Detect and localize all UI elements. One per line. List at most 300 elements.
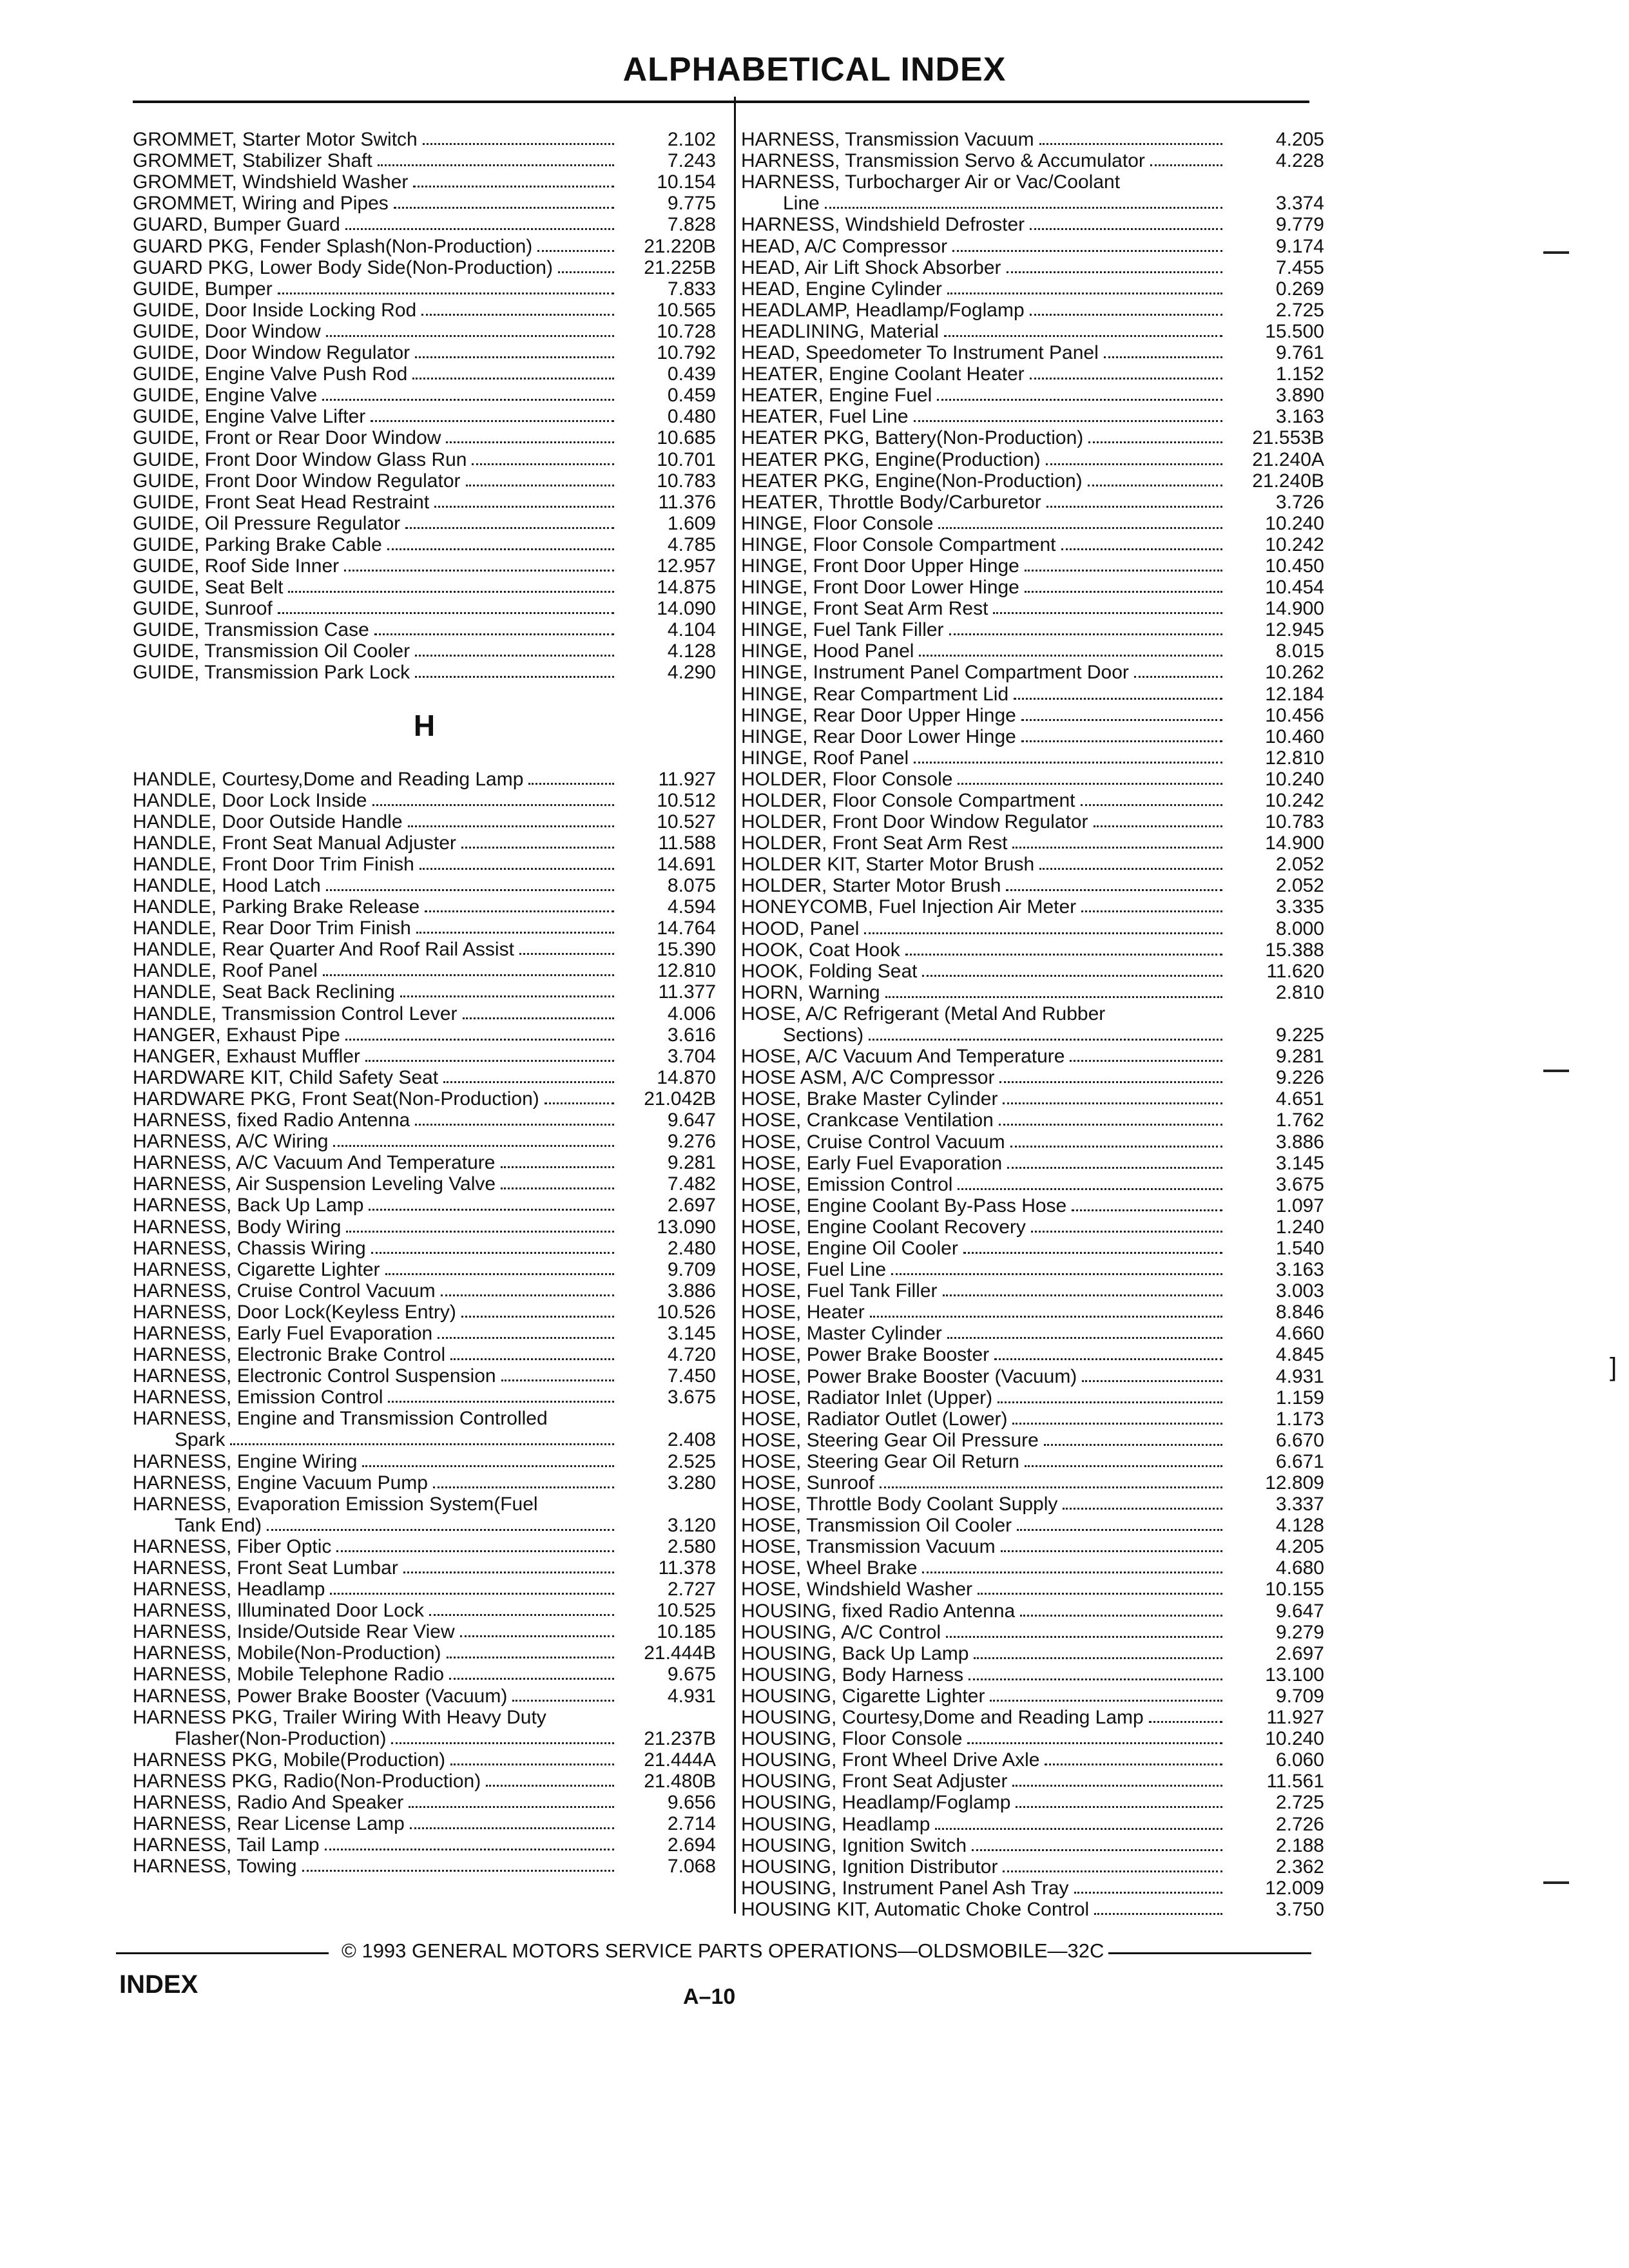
entry-name: HARNESS, Towing [133, 1856, 297, 1878]
index-entry [133, 214, 716, 235]
entry-name: HARNESS, Cigarette Lighter [133, 1258, 380, 1280]
dot-leader [891, 1273, 1222, 1275]
entry-reference: 9.709 [667, 1258, 716, 1280]
index-entry [741, 1408, 1324, 1430]
entry-name: HOLDER, Starter Motor Brush [741, 875, 1001, 897]
entry-name: GUIDE, Front Door Window Glass Run [133, 448, 467, 470]
index-entry [741, 470, 1324, 492]
dot-leader [528, 783, 614, 785]
index-entry [741, 1387, 1324, 1408]
entry-reference: 4.228 [1275, 150, 1324, 172]
index-entry [133, 1600, 716, 1621]
entry-reference: 1.173 [1275, 1408, 1324, 1430]
dot-leader [501, 1166, 615, 1168]
dot-leader [362, 1465, 614, 1467]
entry-reference: 9.281 [667, 1152, 716, 1174]
entry-name: HOSE, Master Cylinder [741, 1323, 942, 1345]
entry-name: HARNESS, Engine Vacuum Pump [133, 1472, 428, 1494]
dot-leader [938, 527, 1222, 529]
entry-reference: 10.526 [657, 1301, 716, 1323]
dot-leader [1012, 1785, 1222, 1787]
index-entry [741, 1686, 1324, 1707]
index-entry [741, 832, 1324, 854]
entry-name: HARNESS, Chassis Wiring [133, 1237, 366, 1259]
entry-name: HEATER, Throttle Body/Carburetor [741, 491, 1041, 513]
entry-name: GUIDE, Transmission Oil Cooler [133, 640, 410, 662]
page-title: ALPHABETICAL INDEX [622, 51, 1007, 88]
index-entry [741, 683, 1324, 704]
entry-reference: 11.376 [658, 491, 716, 513]
index-entry [133, 534, 716, 555]
entry-name: HOUSING, Cigarette Lighter [741, 1685, 985, 1707]
dot-leader [230, 1443, 614, 1445]
entry-reference: 3.616 [667, 1024, 716, 1046]
index-entry [741, 1344, 1324, 1365]
index-entry [741, 577, 1324, 598]
index-entry [741, 1280, 1324, 1302]
entry-name: HINGE, Hood Panel [741, 640, 914, 662]
entry-name: HOSE, Early Fuel Evaporation [741, 1152, 1003, 1174]
dot-leader [1025, 570, 1222, 572]
dot-leader [466, 485, 614, 486]
index-entry [741, 513, 1324, 534]
entry-name: GUIDE, Bumper [133, 278, 273, 300]
dot-leader [450, 1358, 614, 1360]
entry-name: HINGE, Rear Compartment Lid [741, 683, 1009, 705]
index-entry [741, 640, 1324, 662]
entry-reference: 1.762 [1275, 1110, 1324, 1131]
dot-leader [391, 1742, 614, 1744]
entry-reference: 12.009 [1265, 1877, 1324, 1899]
entry-name: HEAD, Air Lift Shock Absorber [741, 256, 1001, 278]
index-entry [133, 342, 716, 363]
index-entry [133, 811, 716, 832]
entry-name: HOSE, Transmission Vacuum [741, 1536, 996, 1558]
dot-leader [1063, 1508, 1222, 1510]
entry-name: HANDLE, Seat Back Reclining [133, 981, 395, 1003]
entry-name: HARNESS, Air Suspension Leveling Valve [133, 1173, 496, 1195]
dot-leader [288, 591, 614, 593]
index-entry [133, 406, 716, 427]
entry-name: HEADLINING, Material [741, 320, 939, 342]
entry-reference: 11.561 [1266, 1771, 1324, 1792]
index-entry [741, 598, 1324, 619]
entry-reference: 2.525 [667, 1450, 716, 1472]
index-entry [741, 1430, 1324, 1451]
dot-leader [1149, 1721, 1222, 1723]
dot-leader [413, 186, 614, 187]
right-column [741, 129, 1324, 1920]
dot-leader [1072, 1209, 1222, 1211]
entry-reference: 4.660 [1275, 1323, 1324, 1345]
dot-leader [336, 1550, 614, 1552]
dot-leader [952, 250, 1222, 252]
index-entry [741, 300, 1324, 321]
index-entry [133, 1408, 716, 1429]
entry-name: HOSE, Crankcase Ventilation [741, 1110, 994, 1131]
entry-reference: 3.145 [1275, 1152, 1324, 1174]
entry-name: HANDLE, Parking Brake Release [133, 896, 420, 918]
entry-name: HEADLAMP, Headlamp/Foglamp [741, 299, 1025, 321]
dot-leader [1010, 1146, 1222, 1148]
dot-leader [441, 1294, 614, 1296]
index-entry [133, 981, 716, 1003]
entry-reference: 11.377 [658, 981, 716, 1003]
entry-reference: 3.374 [1275, 193, 1324, 215]
entry-reference: 4.205 [1275, 129, 1324, 151]
dot-leader [1046, 463, 1222, 465]
entry-reference: 2.102 [667, 129, 716, 151]
entry-reference: 3.704 [667, 1045, 716, 1067]
dot-leader [416, 932, 614, 934]
index-entry [133, 1813, 716, 1834]
entry-reference: 3.890 [1275, 385, 1324, 407]
entry-name: HANGER, Exhaust Muffler [133, 1045, 360, 1067]
index-entry [741, 1472, 1324, 1494]
entry-reference: 21.240B [1252, 470, 1324, 492]
entry-name: HOUSING, Headlamp/Foglamp [741, 1792, 1011, 1814]
dot-leader [1003, 1870, 1222, 1872]
index-entry [741, 1003, 1324, 1024]
entry-name: HARNESS, Inside/Outside Rear View [133, 1621, 455, 1643]
entry-reference: 2.725 [1275, 1792, 1324, 1814]
index-entry [741, 1643, 1324, 1664]
dot-leader [278, 612, 614, 614]
dot-leader [434, 506, 614, 508]
entry-reference: 9.276 [667, 1131, 716, 1153]
entry-reference: 7.482 [667, 1173, 716, 1195]
entry-reference: 8.000 [1275, 918, 1324, 939]
entry-name: HARDWARE PKG, Front Seat(Non-Production) [133, 1088, 539, 1110]
entry-reference: 9.174 [1275, 235, 1324, 257]
entry-name: HARNESS PKG, Radio(Non-Production) [133, 1770, 481, 1792]
entry-name: HOUSING, Instrument Panel Ash Tray [741, 1877, 1069, 1899]
index-entry [133, 363, 716, 385]
index-entry [133, 832, 716, 854]
entry-name: HARNESS, Emission Control [133, 1387, 383, 1408]
index-entry [741, 1749, 1324, 1771]
entry-reference: 4.594 [667, 896, 716, 918]
index-entry [741, 171, 1324, 193]
entry-reference: 3.750 [1275, 1898, 1324, 1920]
entry-name: HOLDER, Front Seat Arm Rest [741, 832, 1008, 854]
dot-leader [905, 954, 1222, 956]
index-entry [133, 1344, 716, 1365]
entry-name: HOUSING, Floor Console [741, 1728, 963, 1750]
dot-leader [446, 441, 614, 443]
entry-reference: 15.390 [657, 939, 716, 961]
entry-reference: 10.565 [657, 299, 716, 321]
dot-leader [438, 1337, 614, 1339]
dot-leader [1094, 1913, 1222, 1915]
entry-reference: 11.378 [658, 1557, 716, 1579]
dot-leader [1044, 1444, 1222, 1446]
entry-name: HARNESS, A/C Vacuum And Temperature [133, 1152, 496, 1174]
entry-reference: 13.100 [1265, 1664, 1324, 1686]
index-entry [133, 939, 716, 960]
dot-leader [345, 1039, 614, 1041]
index-entry [741, 918, 1324, 939]
entry-name: HINGE, Front Door Lower Hinge [741, 577, 1019, 599]
entry-name: HEATER, Engine Fuel [741, 385, 932, 407]
index-entry [133, 918, 716, 939]
dot-leader [1082, 1380, 1222, 1382]
index-entry [741, 769, 1324, 790]
index-entry [741, 747, 1324, 769]
dot-leader [372, 804, 615, 806]
entry-reference: 7.068 [667, 1856, 716, 1878]
entry-name: GROMMET, Stabilizer Shaft [133, 150, 372, 172]
dot-leader [1081, 804, 1222, 806]
dot-leader [501, 1187, 614, 1189]
entry-name: HARNESS, Radio And Speaker [133, 1792, 404, 1814]
entry-name: HANDLE, Door Outside Handle [133, 811, 403, 832]
entry-reference: 4.128 [667, 640, 716, 662]
entry-reference: 6.670 [1275, 1429, 1324, 1451]
entry-name: HARNESS, Tail Lamp [133, 1834, 320, 1856]
right-entry-list [741, 129, 1324, 1920]
entry-name: HARNESS, Cruise Control Vacuum [133, 1280, 436, 1302]
dot-leader [326, 889, 614, 891]
entry-reference: 4.104 [667, 619, 716, 641]
entry-reference: 3.003 [1275, 1280, 1324, 1302]
entry-name: HINGE, Rear Door Lower Hinge [741, 726, 1016, 747]
dot-leader [443, 1081, 614, 1083]
entry-reference: 2.052 [1275, 875, 1324, 897]
index-entry [741, 448, 1324, 470]
dot-leader [947, 293, 1222, 294]
entry-name: HARNESS, fixed Radio Antenna [133, 1110, 410, 1131]
entry-name: HEATER PKG, Engine(Production) [741, 448, 1041, 470]
entry-reference: 10.783 [1265, 811, 1324, 833]
entry-name: Line [783, 193, 820, 215]
dot-leader [1007, 1167, 1222, 1169]
dot-leader [919, 655, 1222, 657]
dot-leader [1025, 1465, 1222, 1467]
dot-leader [998, 1401, 1222, 1403]
entry-name: HEATER PKG, Engine(Non-Production) [741, 470, 1083, 492]
entry-name: HOSE, Fuel Tank Filler [741, 1280, 938, 1302]
entry-reference: 2.052 [1275, 854, 1324, 876]
index-entry [741, 1024, 1324, 1046]
entry-reference: 15.388 [1265, 939, 1324, 961]
entry-name: HEATER, Engine Coolant Heater [741, 363, 1025, 385]
dot-leader [371, 1252, 614, 1254]
index-entry [133, 1387, 716, 1408]
dot-leader [1094, 825, 1222, 827]
entry-name: HARNESS, Rear License Lamp [133, 1813, 405, 1835]
dot-leader [1088, 485, 1222, 486]
index-entry [133, 577, 716, 598]
entry-reference: 2.694 [667, 1834, 716, 1856]
dot-leader [972, 1849, 1222, 1851]
entry-reference: 8.015 [1275, 640, 1324, 662]
entry-reference: 12.957 [657, 555, 716, 577]
dot-leader [387, 548, 614, 550]
entry-reference: 10.728 [657, 320, 716, 342]
index-entry [133, 555, 716, 577]
dot-leader [450, 1763, 614, 1765]
index-entry [133, 875, 716, 896]
index-entry [133, 1280, 716, 1302]
entry-reference: 10.792 [657, 342, 716, 364]
dot-leader [958, 1188, 1222, 1190]
index-entry [133, 1216, 716, 1237]
dot-leader [937, 399, 1222, 401]
index-entry [741, 427, 1324, 448]
entry-reference: 4.205 [1275, 1536, 1324, 1558]
entry-reference: 9.656 [667, 1792, 716, 1814]
entry-name: HOSE, Steering Gear Oil Pressure [741, 1429, 1039, 1451]
entry-name: Flasher(Non-Production) [175, 1727, 387, 1749]
entry-name: GUIDE, Parking Brake Cable [133, 533, 382, 555]
entry-name: HOUSING, Ignition Switch [741, 1834, 967, 1856]
dot-leader [365, 1060, 614, 1062]
dot-leader [1061, 548, 1223, 550]
footer-copyright: © 1993 GENERAL MOTORS SERVICE PARTS OPERATIONS—OLDSMOBILE—32C [342, 1939, 1104, 1962]
entry-name: HARNESS, Body Wiring [133, 1216, 342, 1238]
entry-name: HANDLE, Door Lock Inside [133, 789, 367, 811]
entry-name: HOSE, Heater [741, 1302, 865, 1323]
entry-reference: 21.444B [644, 1642, 716, 1664]
entry-reference: 14.691 [657, 853, 716, 875]
index-entry [133, 1728, 716, 1749]
index-entry [741, 492, 1324, 513]
entry-name: HARNESS, Mobile Telephone Radio [133, 1664, 445, 1686]
entry-reference: 9.281 [1275, 1046, 1324, 1068]
dot-leader [388, 1401, 614, 1403]
index-entry [133, 171, 716, 193]
index-entry [741, 555, 1324, 577]
dot-leader [344, 570, 614, 572]
dot-leader [969, 1678, 1222, 1680]
dot-leader [864, 932, 1222, 934]
entry-reference: 3.337 [1275, 1494, 1324, 1515]
entry-reference: 10.685 [657, 427, 716, 449]
dot-leader [403, 1571, 614, 1573]
entry-reference: 3.675 [667, 1387, 716, 1408]
index-entry [741, 1174, 1324, 1195]
dot-leader [408, 825, 614, 827]
index-entry [741, 235, 1324, 256]
entry-name: HINGE, Front Door Upper Hinge [741, 555, 1019, 577]
dot-leader [1046, 506, 1222, 508]
entry-reference: 3.145 [667, 1322, 716, 1344]
dot-leader [1045, 1763, 1222, 1765]
entry-reference: 4.651 [1275, 1088, 1324, 1110]
entry-reference: 7.243 [667, 150, 716, 172]
entry-name: HEATER, Fuel Line [741, 406, 909, 428]
entry-name: HARNESS, Windshield Defroster [741, 214, 1025, 236]
index-entry [741, 1664, 1324, 1686]
entry-name: HOUSING, Front Wheel Drive Axle [741, 1749, 1040, 1771]
entry-reference: 0.480 [667, 406, 716, 428]
entry-reference: 11.588 [658, 832, 716, 854]
dot-leader [1006, 889, 1222, 891]
entry-name: HARNESS, Back Up Lamp [133, 1195, 364, 1216]
entry-name: HEAD, Engine Cylinder [741, 278, 942, 300]
dot-leader [461, 847, 614, 849]
entry-reference: 10.783 [657, 470, 716, 492]
dot-leader [415, 655, 614, 657]
margin-tick-mark [1543, 251, 1569, 254]
entry-reference: 14.875 [657, 577, 716, 599]
index-entry [133, 1003, 716, 1024]
index-entry [741, 1899, 1324, 1920]
entry-name: HOSE, Power Brake Booster [741, 1344, 990, 1366]
index-entry [741, 321, 1324, 342]
index-entry [741, 1131, 1324, 1152]
entry-reference: 1.240 [1275, 1216, 1324, 1238]
entry-name: HARNESS, Engine Wiring [133, 1450, 358, 1472]
entry-name: GUIDE, Front or Rear Door Window [133, 427, 441, 449]
entry-name: HANDLE, Roof Panel [133, 960, 318, 982]
entry-reference: 21.444A [644, 1749, 716, 1771]
index-entry [133, 854, 716, 875]
dot-leader [463, 1017, 614, 1019]
entry-name: HOSE, Transmission Oil Cooler [741, 1515, 1012, 1537]
index-entry [133, 1110, 716, 1131]
entry-reference: 10.460 [1265, 726, 1324, 747]
entry-name: HANDLE, Hood Latch [133, 875, 321, 896]
entry-name: HANDLE, Transmission Control Lever [133, 1003, 458, 1024]
dot-leader [472, 463, 614, 465]
entry-name: HINGE, Floor Console [741, 512, 934, 534]
dot-leader [330, 1593, 614, 1595]
dot-leader [1012, 1423, 1222, 1425]
index-entry [741, 214, 1324, 235]
entry-reference: 7.828 [667, 214, 716, 236]
index-entry [741, 1238, 1324, 1259]
entry-reference: 3.726 [1275, 491, 1324, 513]
entry-reference: 10.456 [1265, 704, 1324, 726]
entry-name: HOSE, A/C Refrigerant (Metal And Rubber [741, 1003, 1106, 1024]
entry-name: HARNESS, Transmission Servo & Accumulator [741, 150, 1145, 172]
index-entry [741, 1728, 1324, 1749]
entry-name: HOSE, Radiator Outlet (Lower) [741, 1408, 1008, 1430]
entry-reference: 4.931 [667, 1685, 716, 1707]
dot-leader [978, 1593, 1222, 1595]
dot-leader [1021, 719, 1222, 721]
entry-name: HARNESS, Front Seat Lumbar [133, 1557, 398, 1579]
entry-name: HOSE, Brake Master Cylinder [741, 1088, 998, 1110]
entry-reference: 4.845 [1275, 1344, 1324, 1366]
entry-name: HOLDER, Front Door Window Regulator [741, 811, 1088, 833]
dot-leader [944, 335, 1222, 337]
index-entry [133, 150, 716, 171]
entry-name: HOUSING, Headlamp [741, 1813, 930, 1835]
index-entry [133, 768, 716, 789]
entry-reference: 3.120 [667, 1514, 716, 1536]
entry-reference: 10.240 [1265, 512, 1324, 534]
index-entry [133, 257, 716, 278]
entry-name: HOUSING, Ignition Distributor [741, 1856, 998, 1878]
entry-reference: 2.725 [1275, 299, 1324, 321]
dot-leader [1014, 698, 1222, 700]
entry-name: HOSE, Fuel Line [741, 1259, 887, 1281]
entry-reference: 9.225 [1275, 1024, 1324, 1046]
dot-leader [410, 1827, 614, 1829]
index-entry [741, 1813, 1324, 1834]
entry-name: HINGE, Rear Door Upper Hinge [741, 704, 1016, 726]
index-entry [741, 1792, 1324, 1813]
entry-reference: 14.090 [657, 598, 716, 620]
index-entry [133, 1302, 716, 1323]
dot-leader [1012, 847, 1222, 849]
index-entry [741, 1878, 1324, 1899]
dot-leader [1031, 1231, 1222, 1233]
index-entry [741, 790, 1324, 811]
